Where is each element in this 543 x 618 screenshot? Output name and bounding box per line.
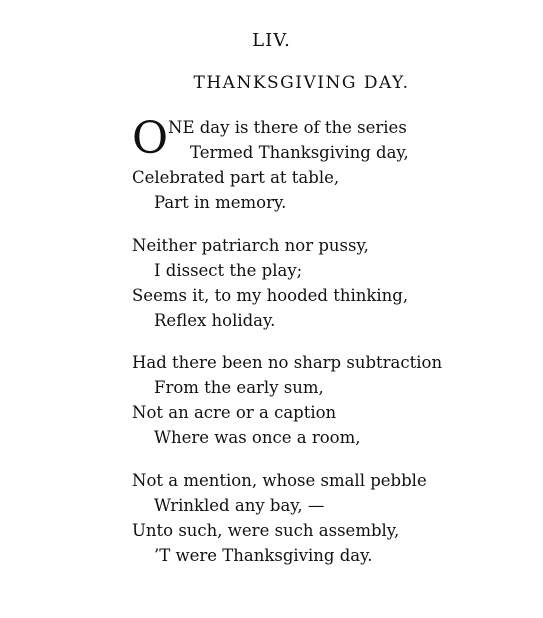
poem-title: THANKSGIVING DAY.	[193, 73, 410, 93]
stanza-2	[132, 233, 532, 333]
poem-line: Seems it, to my hooded thinking,	[132, 286, 409, 305]
poem-line: Part in memory.	[154, 193, 287, 212]
stanza-1	[132, 115, 532, 215]
poem-line-text: NE day is there of the series	[168, 118, 407, 137]
stanza-4	[132, 468, 532, 568]
poem-line: ’T were Thanksgiving day.	[154, 546, 373, 565]
poem-line: Where was once a room,	[154, 428, 361, 447]
poem-line: From the early sum,	[154, 378, 324, 397]
poem-line: Termed Thanksgiving day,	[190, 143, 409, 162]
drop-cap: O	[132, 113, 169, 164]
stanza-3	[132, 350, 532, 450]
poem-number: LIV.	[252, 30, 291, 51]
poem-line: Unto such, were such assembly,	[132, 521, 400, 540]
poem-line: Had there been no sharp subtraction	[132, 353, 443, 372]
poem-line: Neither patriarch nor pussy,	[132, 236, 369, 255]
poem-line: Not an acre or a caption	[132, 403, 337, 422]
poem-line: Celebrated part at table,	[132, 168, 340, 187]
poem-line: Reflex holiday.	[154, 311, 276, 330]
poem-line: Wrinkled any bay, —	[154, 496, 325, 515]
poem-line: I dissect the play;	[154, 261, 303, 280]
poem-line: Not a mention, whose small pebble	[132, 471, 427, 490]
